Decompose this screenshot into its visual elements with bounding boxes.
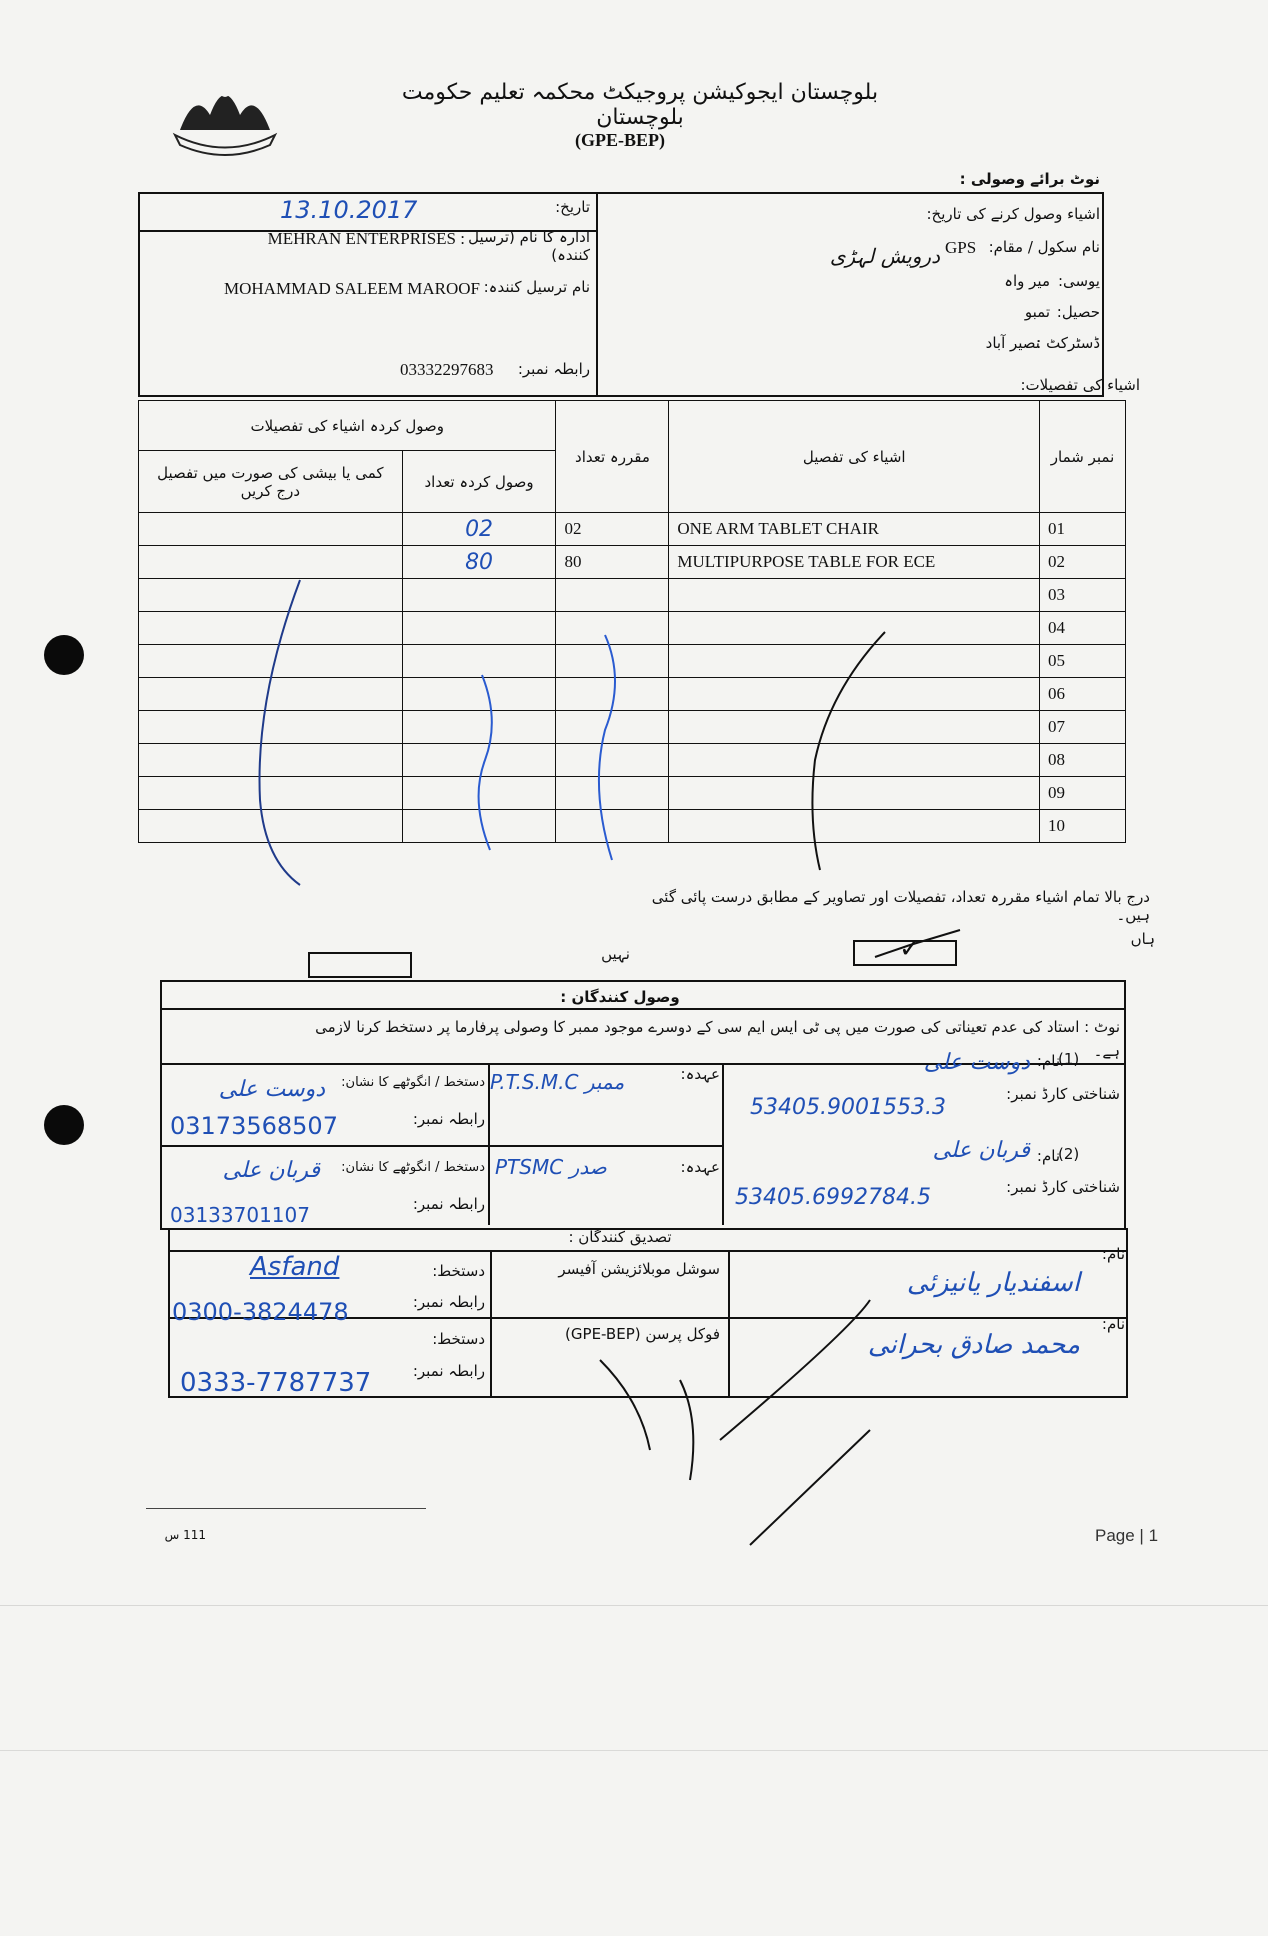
sender-value: MOHAMMAD SALEEM MAROOF bbox=[224, 279, 480, 298]
verifiers-col2 bbox=[728, 1250, 730, 1396]
receiver-2-designation-label: عہدہ: bbox=[680, 1158, 720, 1176]
sender-label: نام ترسیل کنندہ: bbox=[483, 278, 590, 296]
sn-cell: 01 bbox=[1040, 513, 1126, 546]
district-label: ڈسٹرکٹ : bbox=[1036, 334, 1100, 352]
fixed-qty-header: مقررہ تعداد bbox=[556, 401, 669, 513]
verifier-2-name: محمد صادق بحرانی bbox=[867, 1330, 1080, 1360]
qty-cell: 80 bbox=[556, 546, 669, 579]
header-subtitle: (GPE-BEP) bbox=[575, 130, 665, 150]
received-qty-header: وصول کردہ تعداد bbox=[402, 451, 556, 513]
sn-cell: 05 bbox=[1040, 645, 1126, 678]
supplier-date-value: 13.10.2017 bbox=[280, 196, 418, 224]
receiver-2-signature-label: دستخط / انگوٹھے کا نشان: bbox=[341, 1160, 485, 1175]
verifier-2-signature-label: دستخط: bbox=[432, 1330, 485, 1348]
supplier-org-label: ادارہ کا نام (ترسیل کنندہ) bbox=[468, 228, 590, 264]
receiver-1-cnic-label: شناختی کارڈ نمبر: bbox=[1006, 1085, 1120, 1103]
sn-cell: 07 bbox=[1040, 711, 1126, 744]
uc-value: میر واہ bbox=[1004, 272, 1050, 290]
confirmation-statement: درج بالا تمام اشیاء مقررہ تعداد، تفصیلات اور تصاویر کے مطابق درست پائی گئی ہیں۔ bbox=[651, 888, 1150, 924]
receiver-1-index: (1) bbox=[1058, 1050, 1080, 1068]
receiver-2-name-label: نام: bbox=[1036, 1147, 1060, 1165]
receiver-2-name: قربان علی bbox=[932, 1138, 1030, 1163]
no-checkbox[interactable] bbox=[308, 952, 412, 978]
supplier-org-value: MEHRAN ENTERPRISES : bbox=[267, 229, 465, 248]
punch-hole-icon bbox=[44, 1105, 84, 1145]
receivers-col2 bbox=[722, 1063, 724, 1225]
supplier-date-label: تاریخ: bbox=[555, 198, 590, 216]
yes-label: ہاں bbox=[1130, 930, 1155, 948]
sn-cell: 06 bbox=[1040, 678, 1126, 711]
receiver-1-name: دوست علی bbox=[923, 1050, 1030, 1075]
verifier-2-role: فوکل پرسن (GPE-BEP) bbox=[565, 1325, 720, 1343]
receivers-title-rule bbox=[160, 1008, 1126, 1010]
received-cell: 80 bbox=[402, 546, 556, 579]
verifier-1-signature-label: دستخط: bbox=[432, 1262, 485, 1280]
verifiers-title: تصدیق کنندگان : bbox=[568, 1228, 672, 1246]
uc-label: یوسی: bbox=[1057, 272, 1100, 290]
supplier-contact-value: 03332297683 bbox=[400, 360, 494, 379]
desc-cell: ONE ARM TABLET CHAIR bbox=[669, 513, 1040, 546]
sn-cell: 08 bbox=[1040, 744, 1126, 777]
verifier-2-contact: 0333-7787737 bbox=[180, 1368, 372, 1398]
verifier-2-contact-label: رابطہ نمبر: bbox=[412, 1362, 485, 1380]
sn-cell: 03 bbox=[1040, 579, 1126, 612]
receiver-2-contact: 03133701107 bbox=[170, 1203, 310, 1227]
receiver-1-contact-label: رابطہ نمبر: bbox=[412, 1110, 485, 1128]
receiver-2-cnic-label: شناختی کارڈ نمبر: bbox=[1006, 1178, 1120, 1196]
verifier-1-contact-label: رابطہ نمبر: bbox=[412, 1293, 485, 1311]
qty-cell: 02 bbox=[556, 513, 669, 546]
desc-cell: MULTIPURPOSE TABLE FOR ECE bbox=[669, 546, 1040, 579]
school-name: درویش لہڑی bbox=[829, 244, 940, 268]
receiver-2-designation: PTSMC صدر bbox=[495, 1155, 607, 1179]
description-header: اشیاء کی تفصیل bbox=[669, 401, 1040, 513]
received-cell: 02 bbox=[402, 513, 556, 546]
receipt-note-label: نوٹ برائے وصولی : bbox=[959, 170, 1100, 188]
shortfall-header: کمی یا بیشی کی صورت میں تفصیل درج کریں bbox=[139, 451, 403, 513]
receivers-title: وصول کنندگان : bbox=[560, 988, 680, 1006]
receiver-1-signature: دوست علی bbox=[218, 1077, 325, 1102]
check-mark-icon: ✓ bbox=[899, 934, 921, 964]
received-date-label: اشیاء وصول کرنے کی تاریخ: bbox=[926, 205, 1100, 223]
sn-cell: 10 bbox=[1040, 810, 1126, 843]
sn-cell: 04 bbox=[1040, 612, 1126, 645]
items-section-label: اشیاء کی تفصیلات: bbox=[1020, 376, 1140, 394]
verifiers-col1 bbox=[490, 1250, 492, 1396]
district-value: نصیر آباد bbox=[985, 334, 1040, 352]
tehsil-label: حصیل: bbox=[1056, 303, 1100, 321]
no-label: نہیں bbox=[601, 945, 630, 963]
receiver-1-designation: P.T.S.M.C ممبر bbox=[490, 1070, 625, 1094]
page-number: Page | 1 bbox=[1095, 1526, 1159, 1545]
paper-fold-line bbox=[0, 1605, 1268, 1606]
verifier-1-name: اسفندیار یانیزئی bbox=[906, 1268, 1080, 1298]
tehsil-value: تمبو bbox=[1024, 303, 1050, 321]
school-label: نام سکول / مقام: bbox=[988, 238, 1100, 256]
header-title: بلوچستان ایجوکیشن پروجیکٹ محکمہ تعلیم حکومت بلوچستان bbox=[401, 80, 879, 130]
school-type: GPS bbox=[945, 238, 977, 257]
verifier-1-signature: Asfand bbox=[250, 1252, 340, 1282]
receiver-2-contact-label: رابطہ نمبر: bbox=[412, 1195, 485, 1213]
verifier-1-role: سوشل موبلائزیشن آفیسر bbox=[558, 1260, 720, 1278]
footnote-rule bbox=[146, 1508, 426, 1509]
receiver-1-contact: 03173568507 bbox=[170, 1112, 338, 1140]
receiver-2-index: (2) bbox=[1058, 1145, 1080, 1163]
sn-cell: 09 bbox=[1040, 777, 1126, 810]
verifier-1-name-label: نام: bbox=[1101, 1245, 1125, 1263]
sn-cell: 02 bbox=[1040, 546, 1126, 579]
verifier-1-contact: 0300-3824478 bbox=[172, 1298, 349, 1326]
receiver-1-cnic: 53405.9001553.3 bbox=[750, 1095, 946, 1120]
receiver-2-signature: قربان علی bbox=[222, 1158, 320, 1183]
yes-checkbox[interactable] bbox=[853, 934, 957, 966]
supplier-contact-label: رابطہ نمبر: bbox=[517, 360, 590, 378]
punch-hole-icon bbox=[44, 635, 84, 675]
receivers-note: نوٹ : استاد کی عدم تعیناتی کی صورت میں پی ٹی ایس ایم سی کے دوسرے موجود ممبر کا وصولی پرفارما پر دستخط کرنا لازمی ہے۔ bbox=[315, 1018, 1120, 1060]
receiver-1-signature-label: دستخط / انگوٹھے کا نشان: bbox=[341, 1075, 485, 1090]
serial-header: نمبر شمار bbox=[1040, 401, 1126, 513]
paper-fold-line bbox=[0, 1750, 1268, 1751]
receiver-2-cnic: 53405.6992784.5 bbox=[735, 1185, 931, 1210]
receiver-1-designation-label: عہدہ: bbox=[680, 1065, 720, 1083]
verifier-2-name-label: نام: bbox=[1101, 1315, 1125, 1333]
received-group-header: وصول کردہ اشیاء کی تفصیلات bbox=[139, 401, 556, 451]
receiver-1-name-label: نام: bbox=[1036, 1052, 1060, 1070]
receivers-row-rule bbox=[160, 1145, 724, 1147]
footnote: 111 س bbox=[164, 1528, 206, 1542]
